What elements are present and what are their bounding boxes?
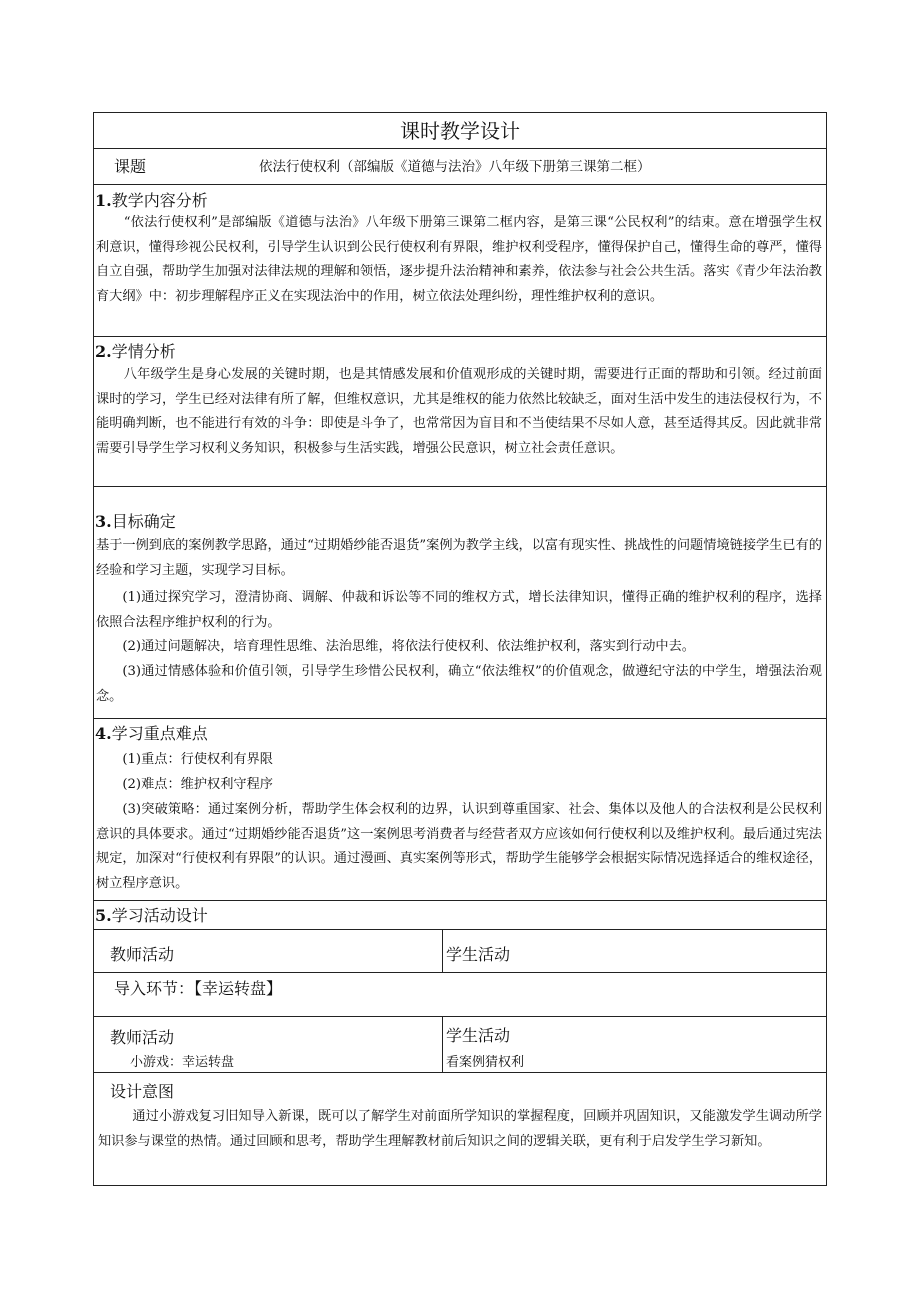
subject-value: 依法行使权利（部编版《道德与法治》八年级下册第三课第二框）	[259, 159, 651, 175]
section-title: 目标确定	[111, 512, 176, 531]
objective-item: (3)通过情感体验和价值引领，引导学生珍惜公民权利，确立“依法维权”的价值观念，做遵纪守法的中学生，增强法治观念。	[96, 664, 822, 704]
student-activity: 看案例猜权利	[446, 1055, 525, 1070]
section-number: 3.	[95, 512, 112, 531]
section-title: 学习重点难点	[111, 724, 208, 743]
section-heading	[95, 511, 176, 533]
teacher-activity-header: 教师活动	[110, 1028, 175, 1047]
objective-item: (2)通过问题解决，培育理性思维、法治思维，将依法行使权利、依法维护权利，落实到行动中去。	[122, 639, 695, 654]
document-title: 课时教学设计	[94, 113, 826, 149]
section-heading	[95, 190, 208, 212]
column-divider	[442, 1017, 443, 1072]
section-heading	[95, 905, 208, 927]
teacher-activity-header: 教师活动	[110, 945, 175, 964]
section-heading	[95, 341, 176, 363]
section-number: 5.	[95, 906, 112, 925]
objective-item: (1)通过探究学习，澄清协商、调解、仲裁和诉讼等不同的维权方式，增长法律知识，懂得正确的维护权利的程序，选择依照合法程序维护权利的行为。	[96, 590, 822, 630]
section-content-analysis	[94, 185, 826, 337]
objectives-intro: 基于一例到底的案例教学思路，通过“过期婚纱能否退货”案例为教学主线，以富有现实性、挑战性的问题情境链接学生已有的经验和学习主题，实现学习目标。	[96, 538, 822, 578]
section-objectives	[94, 487, 826, 719]
section-number: 4.	[95, 724, 112, 743]
section-title: 学习活动设计	[111, 906, 208, 925]
teacher-activity: 小游戏：幸运转盘	[130, 1055, 235, 1070]
activity-content-row	[94, 1017, 826, 1073]
key-point-item: (2)难点：维护权利守程序	[122, 777, 273, 792]
stage-title: 导入环节：【幸运转盘】	[114, 979, 283, 998]
section-title: 学情分析	[111, 342, 176, 361]
activity-header-row	[94, 929, 826, 973]
section-body: “依法行使权利”是部编版《道德与法治》八年级下册第三课第二框内容，是第三课“公民权利”的结束。意在增强学生权利意识，懂得珍视公民权利，引导学生认识到公民行使权利有界限，维护权利受程序，懂得保护自己，懂得生命的尊严，懂得自立自强，帮助学生加强对法律法规的理解和领悟，逐步提升法治精神和素养，依法参与社会公共生活。落实《青少年法治教育大纲》中：初步理解程序正义在实现法治中的作用，树立依法处理纠纷，理性维护权利的意识。	[96, 215, 822, 304]
section-body: 八年级学生是身心发展的关键时期，也是其情感发展和价值观形成的关键时期，需要进行正面的帮助和引领。经过前面课时的学习，学生已经对法律有所了解，但维权意识，尤其是维权的能力依然比较缺乏，面对生活中发生的违法侵权行为，不能明确判断，也不能进行有效的斗争：即使是斗争了，也常常因为盲目和不当使结果不尽如人意，甚至适得其反。因此就非常需要引导学生学习权利义务知识，积极参与生活实践，增强公民意识，树立社会责任意识。	[96, 367, 822, 456]
section-learner-analysis	[94, 337, 826, 487]
student-activity-header: 学生活动	[446, 945, 511, 964]
stage-row	[94, 973, 826, 1017]
section-number: 2.	[95, 342, 112, 361]
column-divider	[442, 930, 443, 972]
design-intent-body: 通过小游戏复习旧知导入新课，既可以了解学生对前面所学知识的掌握程度，回顾并巩固知识，又能激发学生调动所学知识参与课堂的热情。通过回顾和思考，帮助学生理解教材前后知识之间的逻辑关联，更有利于启发学生学习新知。	[98, 1109, 822, 1149]
subject-row	[94, 149, 826, 185]
design-intent	[94, 1073, 826, 1185]
key-point-item: (1)重点：行使权利有界限	[122, 752, 273, 767]
section-key-points	[94, 719, 826, 901]
subject-label: 课题	[114, 157, 147, 176]
section-title: 教学内容分析	[111, 191, 208, 210]
section-heading	[95, 723, 208, 745]
section-number: 1.	[95, 191, 112, 210]
student-activity-header: 学生活动	[446, 1026, 511, 1045]
design-intent-heading: 设计意图	[110, 1082, 175, 1101]
lesson-plan-table	[93, 112, 827, 1186]
section-activity-design	[94, 901, 826, 929]
key-point-item: (3)突破策略：通过案例分析，帮助学生体会权利的边界，认识到尊重国家、社会、集体以及他人的合法权利是公民权利意识的具体要求。通过“过期婚纱能否退货”这一案例思考消费者与经营者双方应该如何行使权利以及维护权利。最后通过宪法规定，加深对“行使权利有界限”的认识。通过漫画、真实案例等形式，帮助学生能够学会根据实际情况选择适合的维权途径，树立程序意识。	[96, 802, 822, 891]
